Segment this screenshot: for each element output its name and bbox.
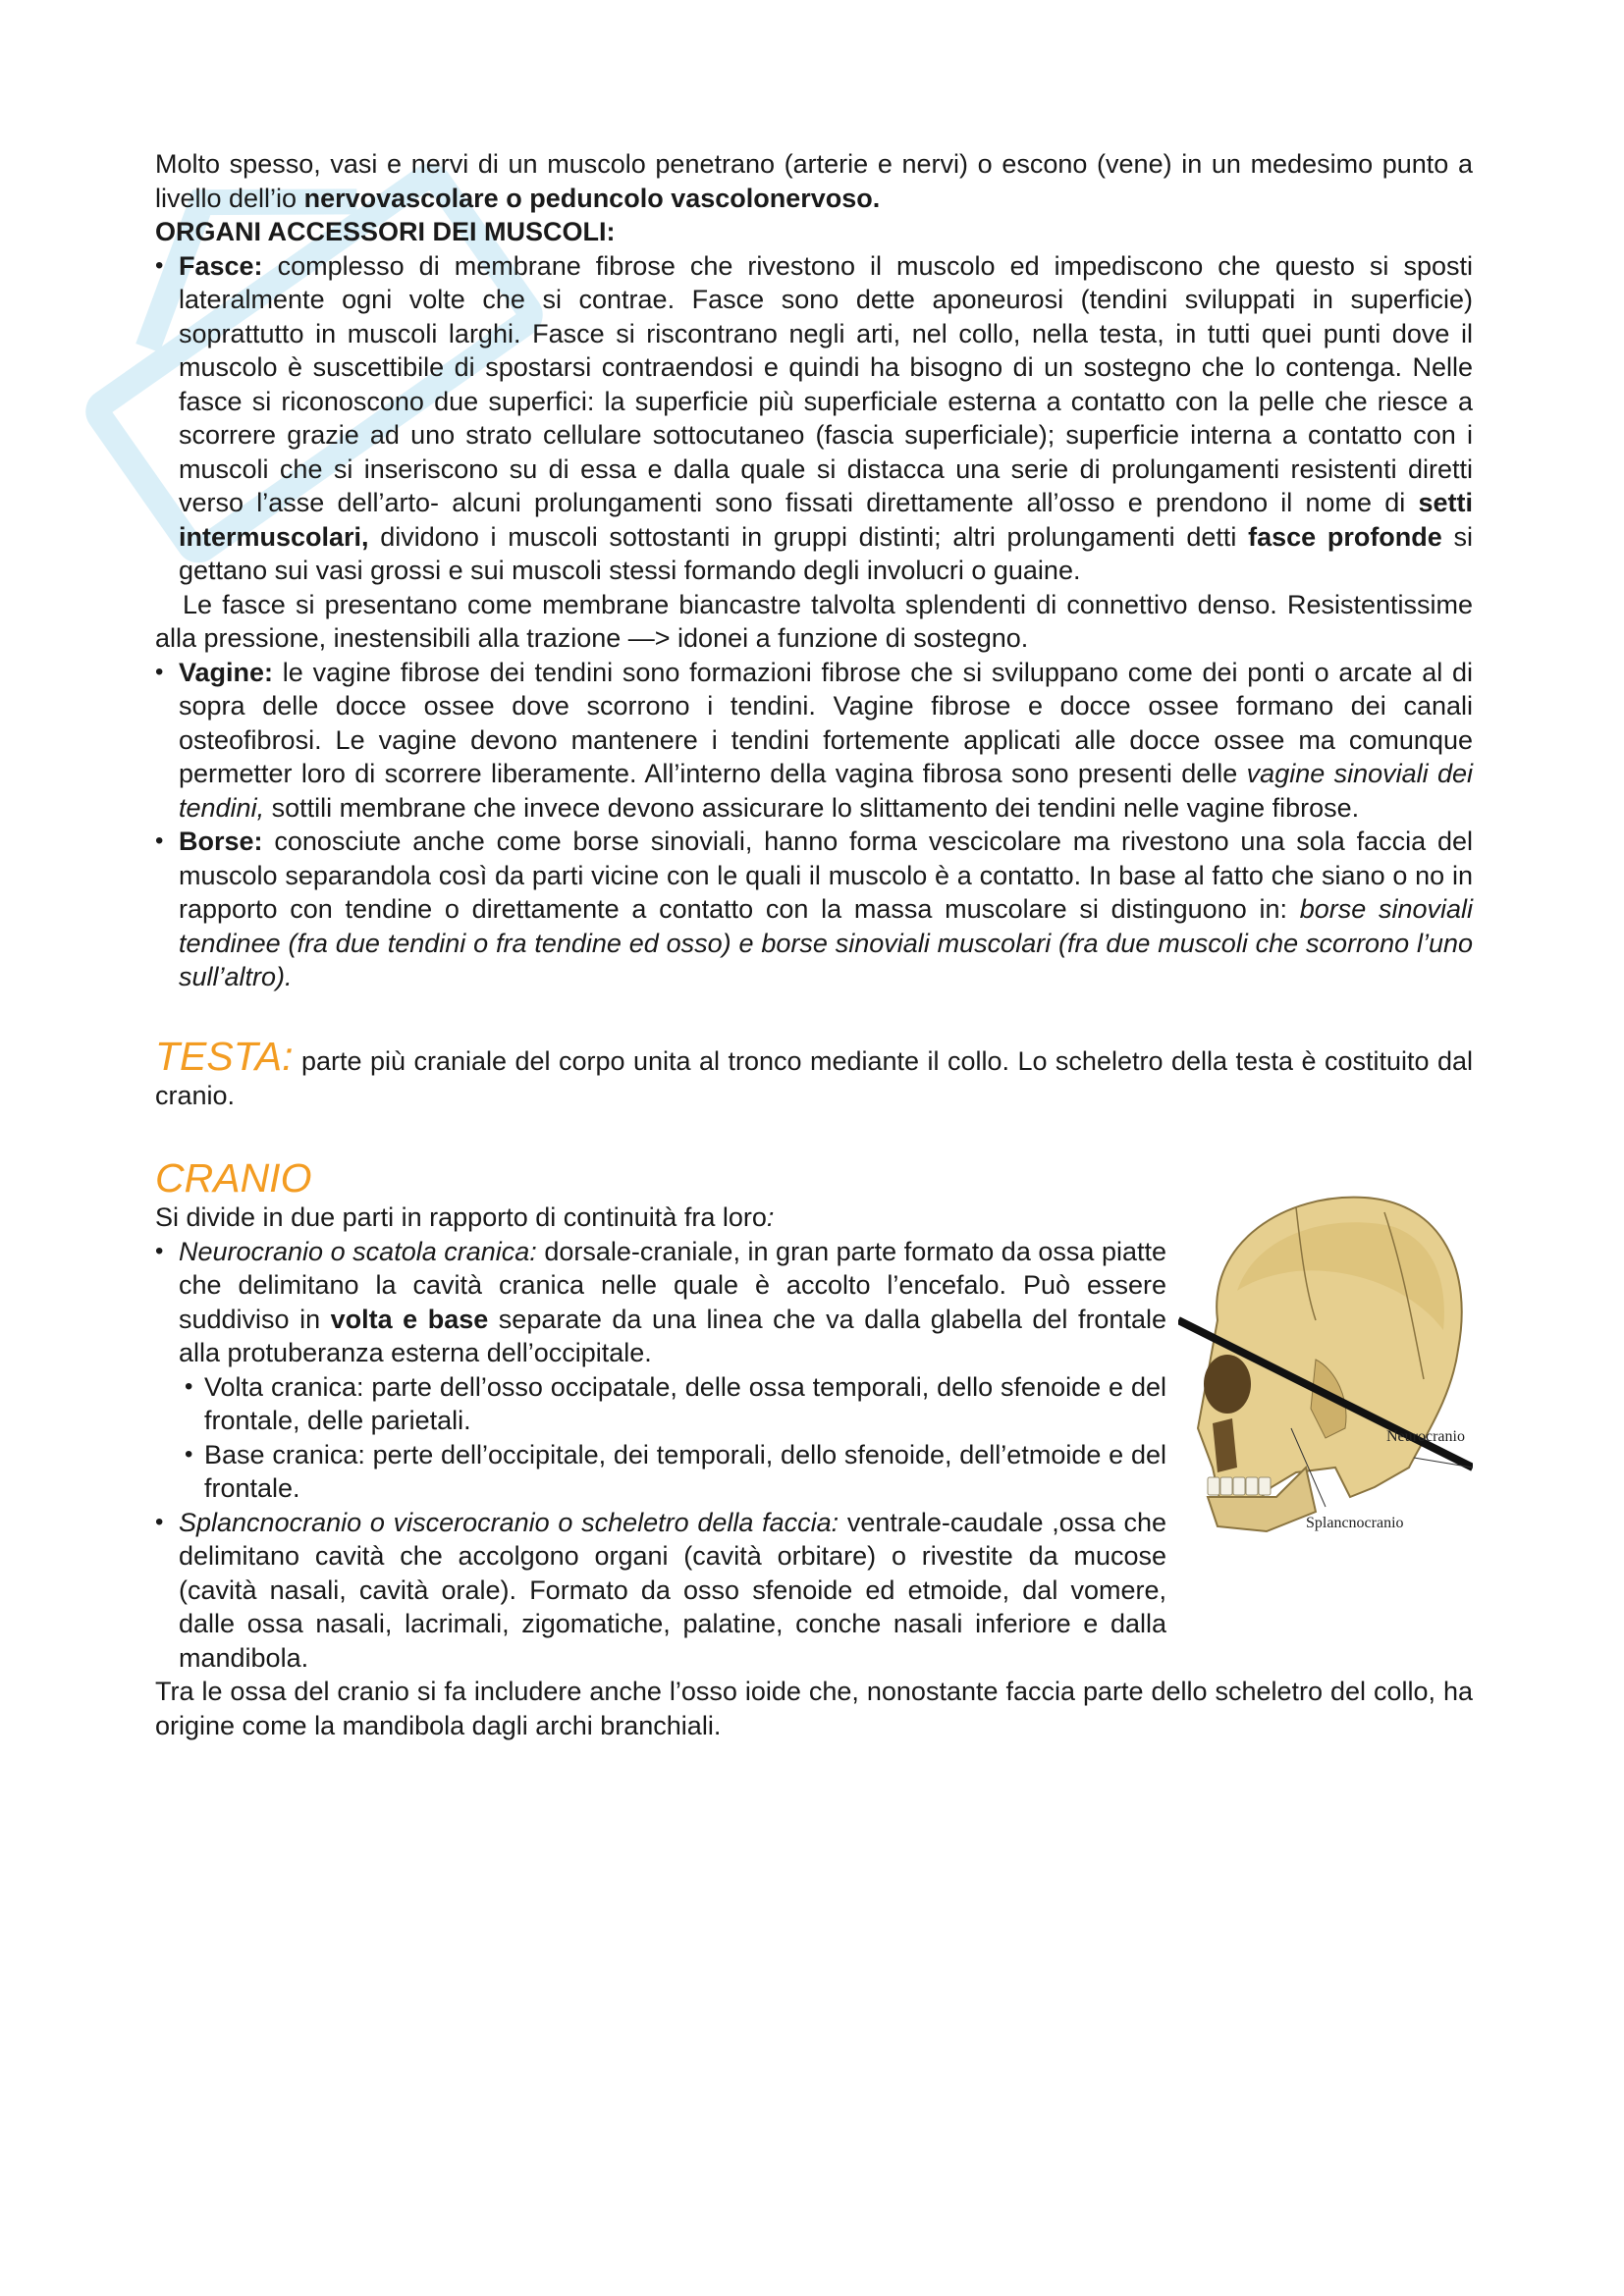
list-item-vagine: • Vagine: le vagine fibrose dei tendini sono formazioni fibrose che si sviluppano come dei ponti o arcate al di sopra delle docce ossee dove scorrono i tendini. Vagine fibrose e docce ossee formano dei canali osteofibrosi. Le vagine devono mantenere i tendini fortemente applicati alle docce ossee ma comunque permetter loro di scorrere liberamente. All’interno della vagina fibrosa sono presenti delle vagine sinoviali dei tendini, sottili membrane che invece devono assicurare lo slittamento dei tendini nelle vagine fibrose. xyxy=(155,656,1473,826)
intro-paragraph: Molto spesso, vasi e nervi di un muscolo penetrano (arterie e nervi) o escono (vene) in un medesimo punto a livello dell’io nervovascolare o peduncolo vascolonervoso. xyxy=(155,149,1473,213)
list-item-base: • Base cranica: perte dell’occipitale, dei temporali, dello sfenoide, dell’etmoide e del frontale. xyxy=(155,1438,1166,1506)
organi-list-2 xyxy=(155,656,1473,994)
organi-list xyxy=(155,249,1473,588)
neurocranio-sublist xyxy=(155,1370,1166,1506)
testa-title: TESTA: xyxy=(155,1033,294,1079)
cranio-list xyxy=(155,1235,1166,1506)
list-item-splancnocranio: • Splancnocranio o viscerocranio o scheletro della faccia: ventrale-caudale ,ossa che delimitano cavità che accolgono organi (cavità orbitare) o rivestite da mucose (cavità nasali, cavità orale). Formato da osso sfenoide ed etmoide, dal vomere, dalle ossa nasali, lacrimali, zigomatiche, palatine, conche nasali inferiore e dalla mandibola. xyxy=(155,1506,1166,1676)
document-page xyxy=(155,147,1473,1742)
list-item-borse: • Borse: conosciute anche come borse sinoviali, hanno forma vescicolare ma rivestono una sola faccia del muscolo separandola così da parti vicine con le quali il muscolo è a contatto. In base al fatto che siano o no in rapporto con tendine o direttamente a contatto con la massa muscolare si distinguono in: borse sinoviali tendinee (fra due tendini o fra tendine ed osso) e borse sinoviali muscolari (fra due muscoli che scorrono l’uno sull’altro). xyxy=(155,825,1473,994)
cranio-closing: Tra le ossa del cranio si fa includere anche l’osso ioide che, nonostante faccia parte dello scheletro del collo, ha origine come la mandibola dagli archi branchiali. xyxy=(155,1677,1473,1740)
cranio-section xyxy=(155,1155,1473,1742)
fasce-note: Le fasce si presentano come membrane biancastre talvolta splendenti di connettivo denso. Resistentissime alla pressione, inestensibili alla trazione —> idonei a funzione di sostegno. xyxy=(155,589,1473,653)
list-item-neurocranio: • Neurocranio o scatola cranica: dorsale-craniale, in gran parte formato da ossa piatte che delimitano la cavità cranica nelle quale è accolto l’encefalo. Può essere suddiviso in volta e base separate da una linea che va dalla glabella del frontale alla protuberanza esterna dell’occipitale. • Volta cranica: parte dell’osso occipatale, delle ossa temporali, dello sfenoide e del frontale, delle parietali. • Base cranica: perte dell’occipitale, dei temporali, dello sfenoide, dell’etmoide e del frontale. xyxy=(155,1235,1166,1506)
list-item-volta: • Volta cranica: parte dell’osso occipatale, delle ossa temporali, dello sfenoide e del frontale, delle parietali. xyxy=(155,1370,1166,1438)
skull-figure xyxy=(1178,1173,1473,1536)
list-item-fasce: • Fasce: complesso di membrane fibrose che rivestono il muscolo ed impediscono che questo si sposti lateralmente ogni volte che si contrae. Fasce sono dette aponeurosi (tendini sviluppati in superficie) soprattutto in muscoli larghi. Fasce si riscontrano negli arti, nel collo, nella testa, in tutti quei punti dove il muscolo è suscettibile di spostarsi contraendosi e quindi ha bisogno di un sostegno che lo contenga. Nelle fasce si riconoscono due superfici: la superficie più superficiale esterna a contatto con la pelle che riesce a scorrere grazie ad uno strato cellulare sottocutaneo (fascia superficiale); superficie interna a contatto con i muscoli che si inseriscono su di essa e dalla quale si distacca una serie di prolungamenti resistenti diretti verso l’asse dell’arto- alcuni prolungamenti sono fissati direttamente all’osso e prendono il nome di setti intermuscolari, dividono i muscoli sottostanti in gruppi distinti; altri prolungamenti detti fasce profonde si gettano sui vasi grossi e sui muscoli stessi formando degli involucri o guaine. xyxy=(155,249,1473,588)
skull-illustration xyxy=(1178,1173,1473,1536)
organi-heading: ORGANI ACCESSORI DEI MUSCOLI: xyxy=(155,217,616,246)
cranio-text-block xyxy=(155,1201,1166,1506)
label-splancnocranio: Splancnocranio xyxy=(1306,1515,1404,1531)
cranio-list-2 xyxy=(155,1506,1166,1676)
testa-paragraph: TESTA: parte più craniale del corpo unita al tronco mediante il collo. Lo scheletro della testa è costituito dal cranio. xyxy=(155,1033,1473,1110)
cranio-title: CRANIO xyxy=(155,1155,312,1201)
cranio-intro: Si divide in due parti in rapporto di continuità fra loro: xyxy=(155,1202,775,1232)
label-neurocranio: Neurocranio xyxy=(1386,1428,1465,1445)
